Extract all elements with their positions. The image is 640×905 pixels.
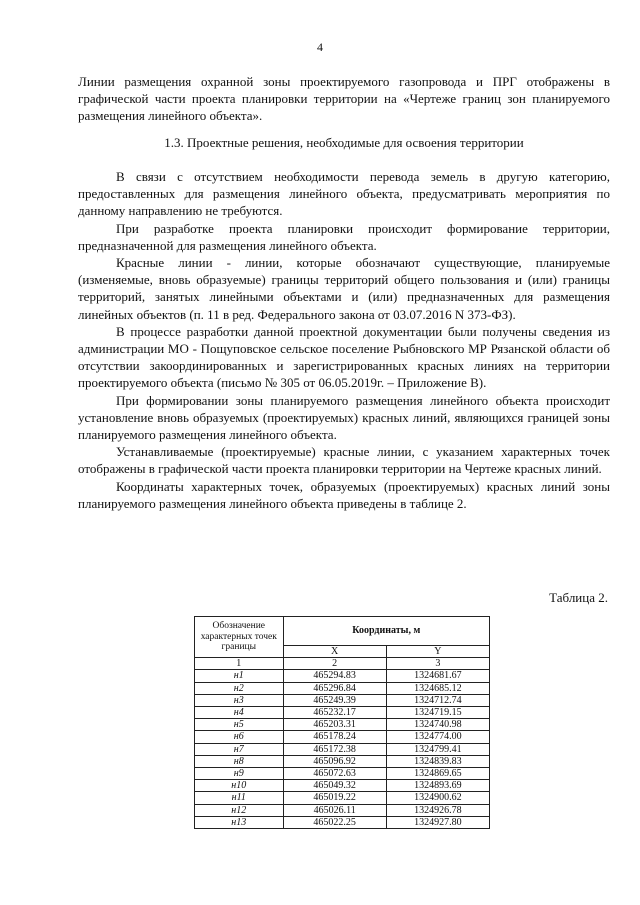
x-coordinate-cell: 465296.84: [283, 682, 386, 694]
header-x: X: [283, 646, 386, 658]
point-cell: н6: [195, 731, 284, 743]
table-row: [195, 792, 490, 804]
paragraph: Устанавливаемые (проектируемые) красные линии, с указанием характерных точек отображены в графической части проекта планировки территории на Чертеже красных линий.: [78, 444, 610, 477]
x-coordinate-cell: 465203.31: [283, 719, 386, 731]
x-coordinate-cell: 465294.83: [283, 670, 386, 682]
y-coordinate-cell: 1324900.62: [386, 792, 489, 804]
column-number: 3: [386, 658, 489, 670]
point-cell: н3: [195, 694, 284, 706]
point-cell: н13: [195, 816, 284, 828]
table-row: [195, 780, 490, 792]
column-number: 1: [195, 658, 284, 670]
x-coordinate-cell: 465096.92: [283, 755, 386, 767]
table-caption: Таблица 2.: [549, 590, 608, 605]
paragraph: При формировании зоны планируемого размещения линейного объекта происходит установление вновь образуемых (проектируемых) красных линий, являющихся границей зоны планируемого размещения линейного объекта.: [78, 392, 610, 443]
point-cell: н5: [195, 719, 284, 731]
column-number: 2: [283, 658, 386, 670]
header-coordinates: Координаты, м: [283, 617, 489, 646]
y-coordinate-cell: 1324927.80: [386, 816, 489, 828]
x-coordinate-cell: 465172.38: [283, 743, 386, 755]
y-coordinate-cell: 1324774.00: [386, 731, 489, 743]
x-coordinate-cell: 465072.63: [283, 768, 386, 780]
y-coordinate-cell: 1324839.83: [386, 755, 489, 767]
header-point-designation: Обозначение характерных точек границы: [195, 617, 284, 658]
section-body: [78, 168, 610, 512]
paragraph: При разработке проекта планировки происходит формирование территории, предназначенной для размещения линейного объекта.: [78, 220, 610, 253]
point-cell: н12: [195, 804, 284, 816]
x-coordinate-cell: 465232.17: [283, 707, 386, 719]
table-row: [195, 694, 490, 706]
table-row: [195, 707, 490, 719]
section-heading: 1.3. Проектные решения, необходимые для освоения территории: [164, 135, 524, 150]
paragraph: Координаты характерных точек, образуемых (проектируемых) красных линий зоны планируемого размещения линейного объекта приведены в таблице 2.: [78, 478, 610, 511]
x-coordinate-cell: 465019.22: [283, 792, 386, 804]
page-number: 4: [317, 40, 323, 54]
table-row: [195, 768, 490, 780]
table-row: [195, 719, 490, 731]
paragraph: Красные линии - линии, которые обозначают существующие, планируемые (изменяемые, вновь образуемые) границы территорий общего пользования и (или) границы территорий, занятых линейными объектами и (или) предназначенных для размещения линейных объектов (п. 11 в ред. Федерального закона от 03.07.2016 N 373-ФЗ).: [78, 255, 610, 322]
table-row: [195, 816, 490, 828]
table-row: [195, 755, 490, 767]
x-coordinate-cell: 465178.24: [283, 731, 386, 743]
point-cell: н8: [195, 755, 284, 767]
y-coordinate-cell: 1324869.65: [386, 768, 489, 780]
point-cell: н9: [195, 768, 284, 780]
point-cell: н10: [195, 780, 284, 792]
y-coordinate-cell: 1324893.69: [386, 780, 489, 792]
table-row: [195, 731, 490, 743]
x-coordinate-cell: 465026.11: [283, 804, 386, 816]
y-coordinate-cell: 1324926.78: [386, 804, 489, 816]
y-coordinate-cell: 1324685.12: [386, 682, 489, 694]
x-coordinate-cell: 465049.32: [283, 780, 386, 792]
x-coordinate-cell: 465249.39: [283, 694, 386, 706]
y-coordinate-cell: 1324799.41: [386, 743, 489, 755]
y-coordinate-cell: 1324712.74: [386, 694, 489, 706]
y-coordinate-cell: 1324740.98: [386, 719, 489, 731]
table-row: [195, 670, 490, 682]
intro-paragraph: Линии размещения охранной зоны проектируемого газопровода и ПРГ отображены в графической части проекта планировки территории на «Чертеже границ зон планируемого размещения линейного объекта».: [78, 74, 610, 124]
table-row: [195, 682, 490, 694]
point-cell: н7: [195, 743, 284, 755]
x-coordinate-cell: 465022.25: [283, 816, 386, 828]
table-row: [195, 743, 490, 755]
y-coordinate-cell: 1324719.15: [386, 707, 489, 719]
y-coordinate-cell: 1324681.67: [386, 670, 489, 682]
point-cell: н2: [195, 682, 284, 694]
coordinates-table: [194, 616, 490, 829]
table-row: [195, 804, 490, 816]
point-cell: н4: [195, 707, 284, 719]
paragraph: В связи с отсутствием необходимости перевода земель в другую категорию, предоставленных для размещения линейного объекта, предусматривать мероприятия по данному направлению не требуются.: [78, 169, 610, 219]
header-y: Y: [386, 646, 489, 658]
coordinates-table-body: [195, 670, 490, 829]
point-cell: н1: [195, 670, 284, 682]
point-cell: н11: [195, 792, 284, 804]
paragraph: В процессе разработки данной проектной документации были получены сведения из администрации МО - Пощуповское сельское поселение Рыбновского МР Рязанской области об отсутствии закоординированных и зарегистрированных красных линиях на территории проектируемого объекта (письмо № 305 от 06.05.2019г. – Приложение В).: [78, 323, 610, 391]
